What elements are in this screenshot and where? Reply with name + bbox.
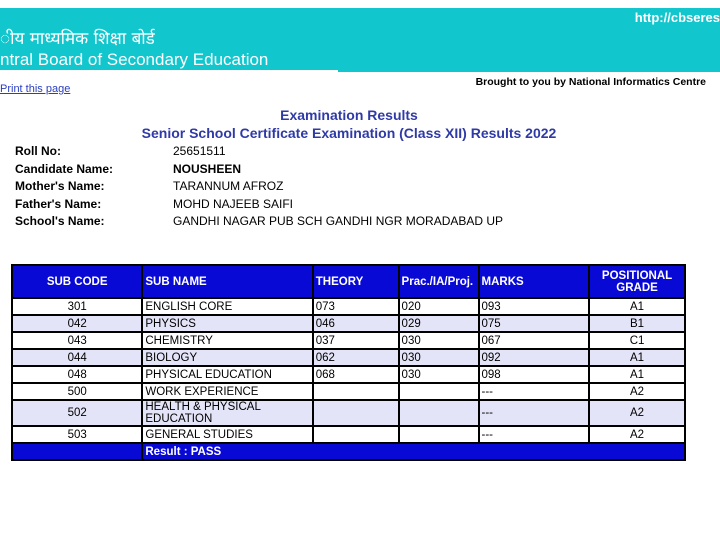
theory-cell: 073 <box>313 298 399 315</box>
banner-hindi-title: ीय माध्यमिक शिक्षा बोर्ड <box>0 29 155 49</box>
sub-name-cell: PHYSICAL EDUCATION <box>142 366 312 383</box>
table-header-row <box>12 265 685 298</box>
sub-code-cell: 502 <box>12 400 142 426</box>
sub-code-cell: 043 <box>12 332 142 349</box>
sub-code-header: SUB CODE <box>12 265 142 298</box>
theory-cell <box>313 426 399 443</box>
sub-name-cell: PHYSICS <box>142 315 312 332</box>
roll-no-value: 25651511 <box>173 144 226 158</box>
candidate-name-label: Candidate Name: <box>15 161 114 176</box>
sub-name-cell: WORK EXPERIENCE <box>142 383 312 400</box>
table-row <box>12 298 685 315</box>
prac-cell <box>399 383 479 400</box>
prac-cell: 029 <box>399 315 479 332</box>
sub-code-cell: 042 <box>12 315 142 332</box>
result-empty-cell <box>12 443 142 460</box>
print-page-link[interactable]: Print this page <box>0 83 71 95</box>
marks-cell: 093 <box>479 298 590 315</box>
marks-cell: 075 <box>479 315 590 332</box>
marks-cell: --- <box>479 383 590 400</box>
table-row <box>12 383 685 400</box>
result-row <box>12 443 685 460</box>
sub-code-cell: 301 <box>12 298 142 315</box>
nic-credit: Brought to you by National Informatics Centre <box>475 76 706 88</box>
father-name-value: MOHD NAJEEB SAIFI <box>173 196 294 211</box>
table-row <box>12 366 685 383</box>
marks-cell: 067 <box>479 332 590 349</box>
marks-table <box>11 264 686 461</box>
grade-cell: A2 <box>589 383 685 400</box>
sub-name-cell: ENGLISH CORE <box>142 298 312 315</box>
table-row <box>12 426 685 443</box>
banner-url: http://cbseres <box>634 10 720 25</box>
grade-cell: A1 <box>589 349 685 366</box>
grade-cell: A1 <box>589 298 685 315</box>
grade-cell: A2 <box>589 400 685 426</box>
sub-code-cell: 500 <box>12 383 142 400</box>
sub-code-cell: 044 <box>12 349 142 366</box>
table-row <box>12 315 685 332</box>
table-row <box>12 400 685 426</box>
table-row <box>12 349 685 366</box>
sub-name-cell: HEALTH & PHYSICAL EDUCATION <box>142 400 312 426</box>
cbse-banner <box>0 8 720 72</box>
sub-name-cell: BIOLOGY <box>142 349 312 366</box>
theory-cell <box>313 400 399 426</box>
grade-cell: A2 <box>589 426 685 443</box>
marks-cell: 092 <box>479 349 590 366</box>
marks-header: MARKS <box>479 265 590 298</box>
sub-code-cell: 503 <box>12 426 142 443</box>
grade-cell: B1 <box>589 315 685 332</box>
prac-cell: 030 <box>399 332 479 349</box>
school-name-label: School's Name: <box>15 214 105 228</box>
marks-cell: --- <box>479 426 590 443</box>
theory-cell: 037 <box>313 332 399 349</box>
mother-name-value: TARANNUM AFROZ <box>173 179 284 193</box>
marks-cell: --- <box>479 400 590 426</box>
exam-subtitle: Senior School Certificate Examination (Class XII) Results 2022 <box>141 125 557 141</box>
banner-english-title: ntral Board of Secondary Education <box>0 50 269 69</box>
sub-code-cell: 048 <box>12 366 142 383</box>
prac-cell <box>399 400 479 426</box>
mother-name-label: Mother's Name: <box>15 179 105 193</box>
theory-cell: 068 <box>313 366 399 383</box>
sub-name-cell: CHEMISTRY <box>142 332 312 349</box>
prac-header: Prac./IA/Proj. <box>399 265 479 298</box>
sub-name-cell: GENERAL STUDIES <box>142 426 312 443</box>
grade-cell: C1 <box>589 332 685 349</box>
prac-cell: 020 <box>399 298 479 315</box>
roll-no-label: Roll No: <box>15 144 61 158</box>
prac-cell: 030 <box>399 366 479 383</box>
prac-cell <box>399 426 479 443</box>
father-name-label: Father's Name: <box>15 196 102 211</box>
grade-cell: A1 <box>589 366 685 383</box>
theory-cell: 062 <box>313 349 399 366</box>
positional-grade-header: POSITIONAL GRADE <box>589 265 685 298</box>
theory-cell <box>313 383 399 400</box>
marks-cell: 098 <box>479 366 590 383</box>
result-text: Result : PASS <box>142 443 685 460</box>
school-name-value: GANDHI NAGAR PUB SCH GANDHI NGR MORADABAD UP <box>173 214 504 228</box>
theory-cell: 046 <box>313 315 399 332</box>
table-row <box>12 332 685 349</box>
candidate-name-value: NOUSHEEN <box>173 161 242 176</box>
prac-cell: 030 <box>399 349 479 366</box>
theory-header: THEORY <box>313 265 399 298</box>
sub-name-header: SUB NAME <box>142 265 312 298</box>
banner-divider <box>0 70 338 72</box>
page-title: Examination Results <box>280 107 418 123</box>
